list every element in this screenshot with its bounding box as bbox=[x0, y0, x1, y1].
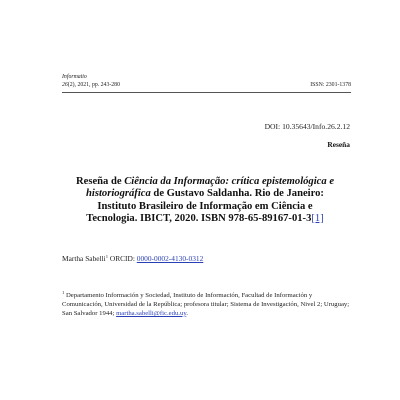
footnote bbox=[62, 289, 352, 319]
journal-volume: 26 bbox=[62, 81, 68, 88]
footnote-text: Departamento Información y Sociedad, Instituto de Información, Facultad de Información y Comunicación, Universidad de la República; profesora titular; Sistema de Investigación, Nivel 2; Uruguay; San Salvador 1944; bbox=[62, 292, 350, 317]
orcid-label: ORCID: bbox=[108, 254, 137, 263]
author-name: Martha Sabelli bbox=[62, 254, 106, 263]
email-link[interactable]: martha.sabelli@fic.edu.uy bbox=[116, 309, 187, 317]
footnote-ref-link[interactable]: [1] bbox=[311, 212, 324, 224]
title-prefix: Reseña de bbox=[75, 176, 125, 187]
journal-issue-pages: (2), 2021, pp. 243-280 bbox=[67, 81, 120, 88]
footnote-tail: . bbox=[186, 309, 188, 317]
orcid-link[interactable]: 0000-0002-4130-0312 bbox=[136, 254, 204, 263]
title-rest: de Gustavo Saldanha. Rio de Janeiro: Instituto Brasileiro de Informação em Ciência e Tecnologia. IBICT, 2020. ISBN 978-65-89167-01-3 bbox=[86, 188, 324, 224]
author-footnote-mark: 1 bbox=[105, 254, 109, 259]
book-title: Ciência da Informação: crítica epistemológica e historiográfica bbox=[86, 176, 335, 200]
journal-name: Informatio bbox=[62, 74, 87, 80]
journal-issn: ISSN: 2301-1378 bbox=[310, 81, 351, 88]
journal-volume-issue bbox=[62, 82, 120, 90]
section-label: Reseña bbox=[327, 140, 350, 149]
footnote-mark: 1 bbox=[62, 290, 65, 295]
doi: DOI: 10.35643/Info.26.2.12 bbox=[264, 122, 350, 131]
author-line bbox=[62, 254, 352, 263]
header-divider bbox=[62, 92, 351, 93]
journal-info-row bbox=[62, 82, 351, 90]
article-title bbox=[72, 176, 338, 225]
journal-header bbox=[62, 74, 351, 89]
